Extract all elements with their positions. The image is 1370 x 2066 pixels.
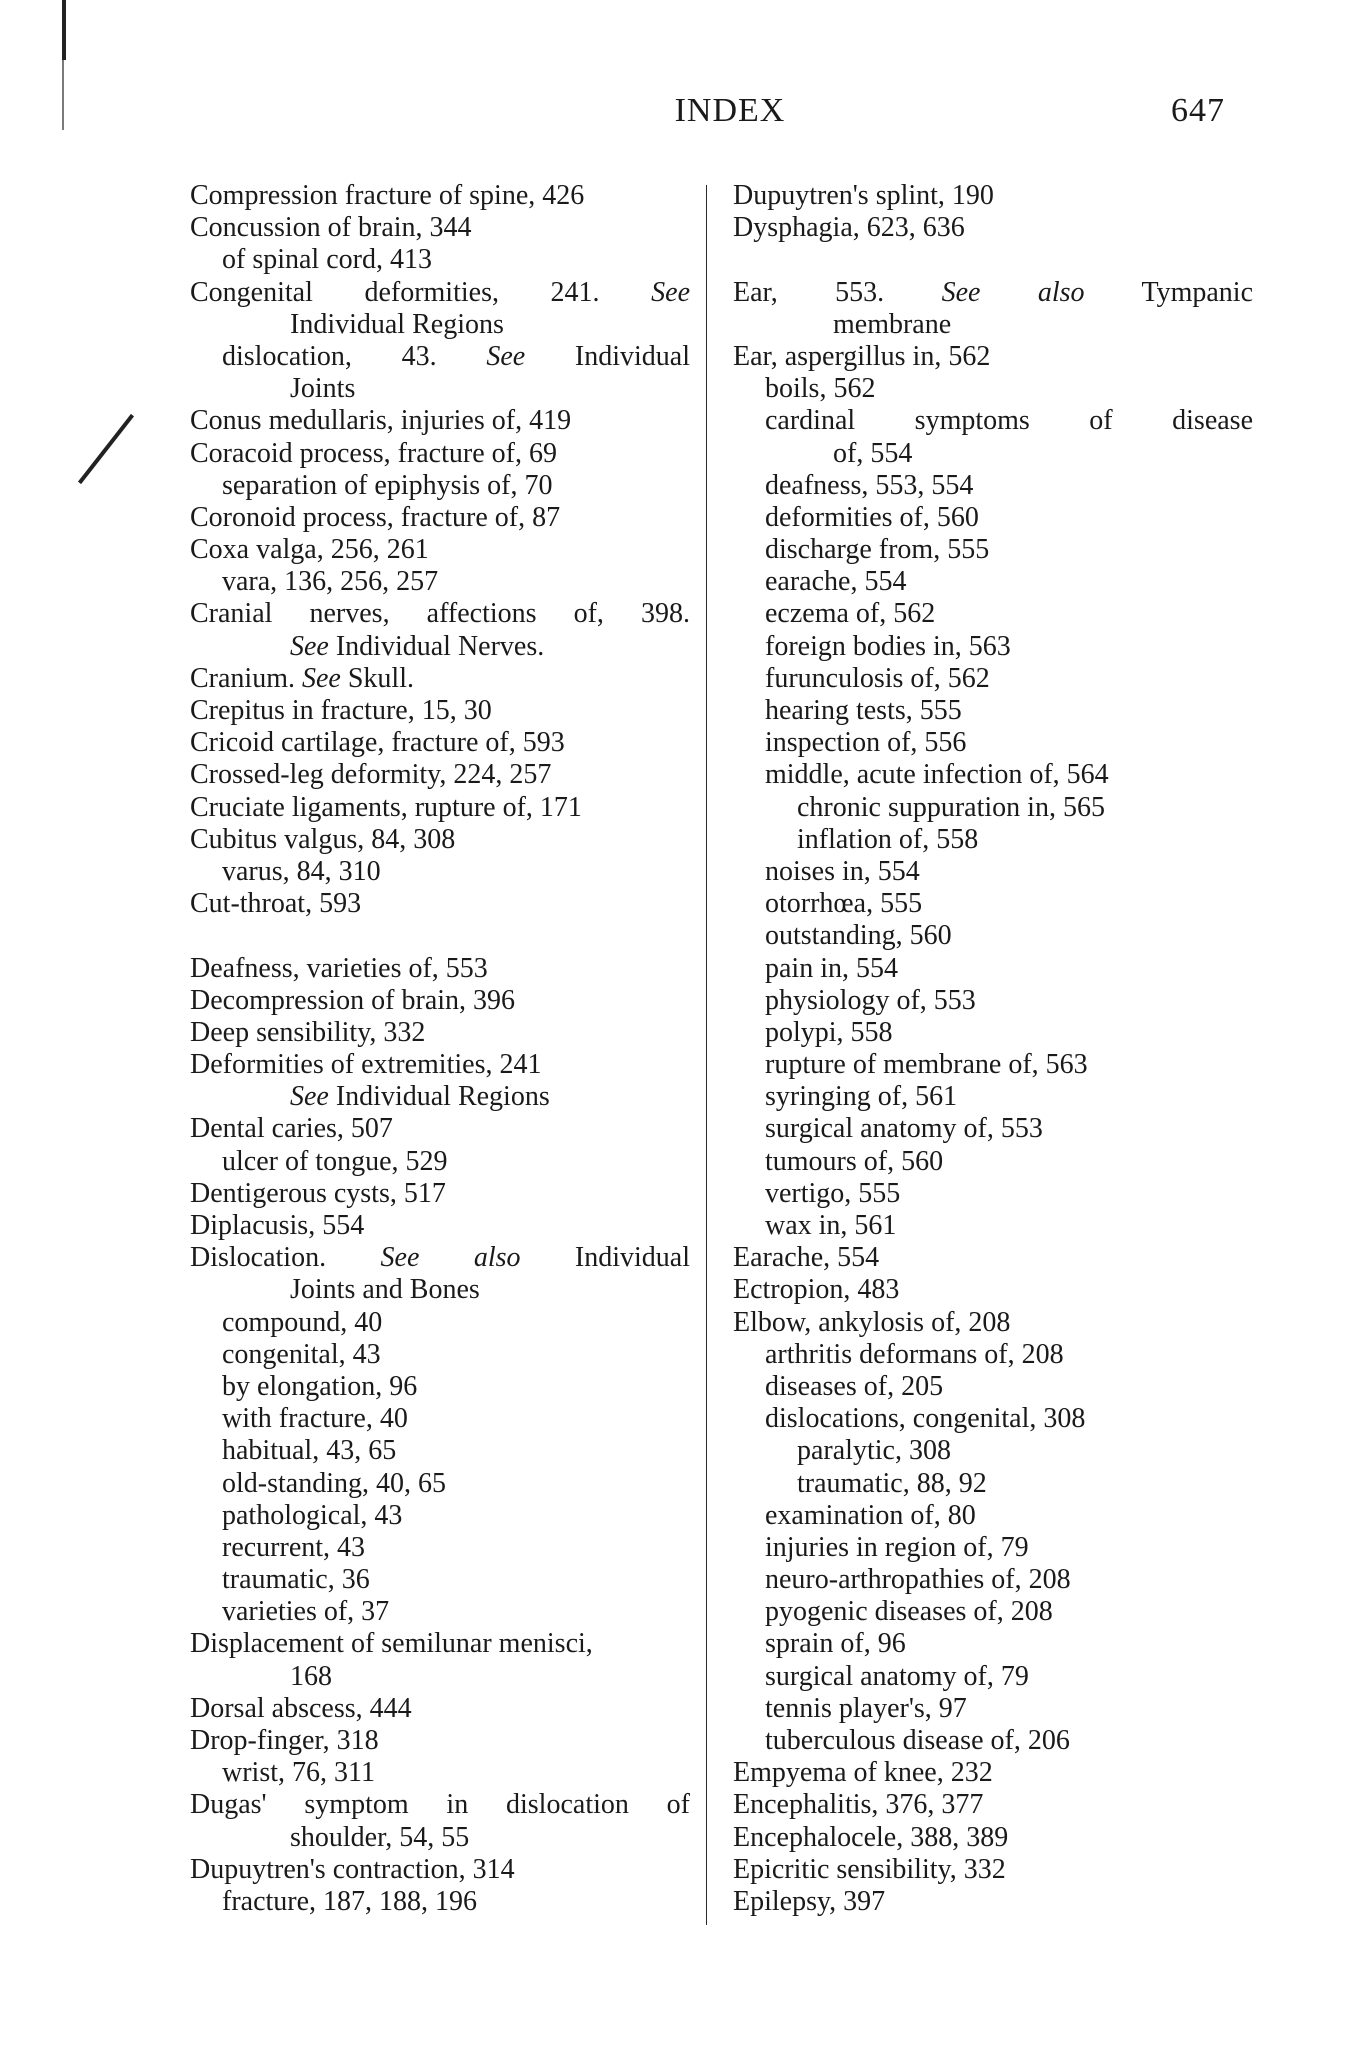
index-entry: Dislocation. See also Individual [190, 1242, 691, 1274]
index-entry: examination of, 80 [765, 1499, 976, 1531]
index-entry: neuro-arthropathies of, 208 [765, 1564, 1071, 1596]
index-entry: boils, 562 [765, 373, 876, 405]
index-entry: Ear, 553. See also Tympanic [733, 276, 1254, 308]
index-entry: dislocation, 43. See Individual [222, 340, 691, 372]
index-entry: Crepitus in fracture, 15, 30 [190, 695, 492, 726]
index-entry: discharge from, 555 [765, 534, 990, 566]
index-entry: recurrent, 43 [222, 1531, 366, 1563]
pencil-stroke-mark [78, 414, 134, 484]
index-entry: Coracoid process, fracture of, 69 [190, 437, 557, 469]
page-number: 647 [1171, 92, 1225, 129]
index-entry: Dorsal abscess, 444 [190, 1692, 412, 1724]
index-entry: with fracture, 40 [222, 1403, 408, 1435]
index-entry: Congenital deformities, 241. See [190, 276, 690, 308]
index-entry: inflation of, 558 [797, 823, 979, 855]
index-entry: Dysphagia, 623, 636 [733, 212, 965, 244]
index-entry: vara, 136, 256, 257 [222, 566, 439, 598]
index-entry: Epicritic sensibility, 332 [733, 1853, 1006, 1885]
index-entry: by elongation, 96 [222, 1370, 418, 1402]
index-entry: tumours of, 560 [765, 1145, 944, 1177]
index-entry: surgical anatomy of, 553 [765, 1113, 1043, 1145]
index-entry: inspection of, 556 [765, 727, 967, 759]
index-entry: Cranium. See Skull. [190, 662, 414, 694]
index-entry: Joints [290, 373, 356, 405]
index-entry: Ear, aspergillus in, 562 [733, 340, 991, 372]
index-entry: Deformities of extremities, 241 [190, 1049, 542, 1081]
index-column-right [733, 180, 1253, 1918]
index-entry: Crossed-leg deformity, 224, 257 [190, 759, 552, 791]
index-entry: membrane [833, 308, 952, 340]
index-entry: deformities of, 560 [765, 501, 979, 533]
index-entry: arthritis deformans of, 208 [765, 1338, 1064, 1370]
index-entry: furunculosis of, 562 [765, 662, 990, 694]
index-entry: Cranial nerves, affections of, 398. [190, 598, 690, 630]
index-entry: surgical anatomy of, 79 [765, 1660, 1029, 1692]
index-entry: deafness, 553, 554 [765, 469, 974, 501]
index-entry: dislocations, congenital, 308 [765, 1403, 1086, 1435]
index-entry: See Individual Nerves. [290, 630, 545, 662]
index-entry: Conus medullaris, injuries of, 419 [190, 405, 572, 437]
index-entry: otorrhœa, 555 [765, 888, 923, 920]
index-entry: Deafness, varieties of, 553 [190, 952, 488, 984]
index-entry: congenital, 43 [222, 1338, 381, 1370]
index-entry: Coronoid process, fracture of, 87 [190, 501, 561, 533]
index-entry: outstanding, 560 [765, 920, 952, 952]
index-entry: Encephalitis, 376, 377 [733, 1789, 984, 1821]
section-gap [190, 920, 690, 952]
index-entry: traumatic, 88, 92 [797, 1467, 987, 1499]
scan-mark-top-left-tail [62, 60, 64, 130]
index-entry: Displacement of semilunar menisci, [190, 1628, 593, 1660]
index-entry: Joints and Bones [290, 1274, 480, 1306]
index-entry: 168 [290, 1660, 332, 1692]
index-entry: Elbow, ankylosis of, 208 [733, 1306, 1011, 1338]
index-entry: Earache, 554 [733, 1242, 880, 1274]
column-divider [706, 185, 707, 1925]
index-entry: injuries in region of, 79 [765, 1531, 1029, 1563]
index-entry: chronic suppuration in, 565 [797, 791, 1105, 823]
index-entry: syringing of, 561 [765, 1081, 958, 1113]
index-entry: fracture, 187, 188, 196 [222, 1885, 478, 1917]
index-entry: Empyema of knee, 232 [733, 1757, 993, 1789]
index-entry: varieties of, 37 [222, 1596, 390, 1628]
index-entry: separation of epiphysis of, 70 [222, 469, 553, 501]
index-entry: Epilepsy, 397 [733, 1885, 886, 1917]
index-entry: Encephalocele, 388, 389 [733, 1821, 1009, 1853]
index-entry: vertigo, 555 [765, 1177, 901, 1209]
index-entry: of spinal cord, 413 [222, 244, 432, 276]
index-entry: pathological, 43 [222, 1499, 403, 1531]
index-entry: Cut-throat, 593 [190, 888, 362, 920]
index-entry: Deep sensibility, 332 [190, 1016, 426, 1048]
index-entry: Diplacusis, 554 [190, 1210, 365, 1241]
index-entry: pyogenic diseases of, 208 [765, 1596, 1053, 1628]
index-entry: rupture of membrane of, 563 [765, 1049, 1088, 1081]
index-entry: Cruciate ligaments, rupture of, 171 [190, 791, 582, 823]
index-entry: pain in, 554 [765, 952, 898, 984]
index-entry: varus, 84, 310 [222, 855, 381, 887]
index-column-left [190, 180, 690, 1918]
page-title: INDEX [674, 92, 786, 129]
index-entry: Concussion of brain, 344 [190, 212, 472, 244]
scan-mark-top-left [62, 0, 66, 60]
index-entry: diseases of, 205 [765, 1370, 944, 1402]
index-entry: cardinal symptoms of disease [765, 405, 1253, 437]
index-entry: paralytic, 308 [797, 1435, 951, 1467]
index-entry: middle, acute infection of, 564 [765, 759, 1109, 791]
index-entry: Dental caries, 507 [190, 1113, 393, 1145]
index-entry: earache, 554 [765, 566, 907, 598]
index-entry: eczema of, 562 [765, 598, 936, 630]
index-entry: Individual Regions [290, 308, 504, 340]
index-entry: Dupuytren's splint, 190 [733, 180, 994, 211]
index-entry: tennis player's, 97 [765, 1692, 967, 1724]
index-entry: Compression fracture of spine, 426 [190, 180, 585, 211]
index-entry: Dupuytren's contraction, 314 [190, 1853, 515, 1885]
index-entry: Dentigerous cysts, 517 [190, 1177, 446, 1209]
index-entry: noises in, 554 [765, 855, 920, 887]
index-entry: ulcer of tongue, 529 [222, 1145, 448, 1177]
index-entry: Drop-finger, 318 [190, 1725, 379, 1756]
section-gap [733, 244, 1253, 276]
index-entry: of, 554 [833, 437, 913, 469]
index-entry: See Individual Regions [290, 1081, 550, 1113]
index-entry: Cubitus valgus, 84, 308 [190, 823, 456, 855]
index-entry: old-standing, 40, 65 [222, 1467, 446, 1499]
index-entry: Ectropion, 483 [733, 1274, 900, 1306]
index-entry: physiology of, 553 [765, 984, 976, 1016]
index-entry: Decompression of brain, 396 [190, 984, 516, 1016]
index-entry: habitual, 43, 65 [222, 1435, 397, 1467]
index-entry: traumatic, 36 [222, 1564, 370, 1596]
index-entry: compound, 40 [222, 1306, 383, 1338]
index-entry: tuberculous disease of, 206 [765, 1725, 1070, 1756]
index-entry: hearing tests, 555 [765, 695, 962, 726]
index-entry: Coxa valga, 256, 261 [190, 534, 429, 566]
index-entry: Cricoid cartilage, fracture of, 593 [190, 727, 565, 759]
index-entry: wrist, 76, 311 [222, 1757, 375, 1789]
index-entry: polypi, 558 [765, 1016, 893, 1048]
index-entry: wax in, 561 [765, 1210, 897, 1241]
index-entry: sprain of, 96 [765, 1628, 906, 1660]
index-entry: foreign bodies in, 563 [765, 630, 1011, 662]
index-entry: shoulder, 54, 55 [290, 1821, 470, 1853]
index-entry: Dugas' symptom in dislocation of [190, 1789, 690, 1821]
